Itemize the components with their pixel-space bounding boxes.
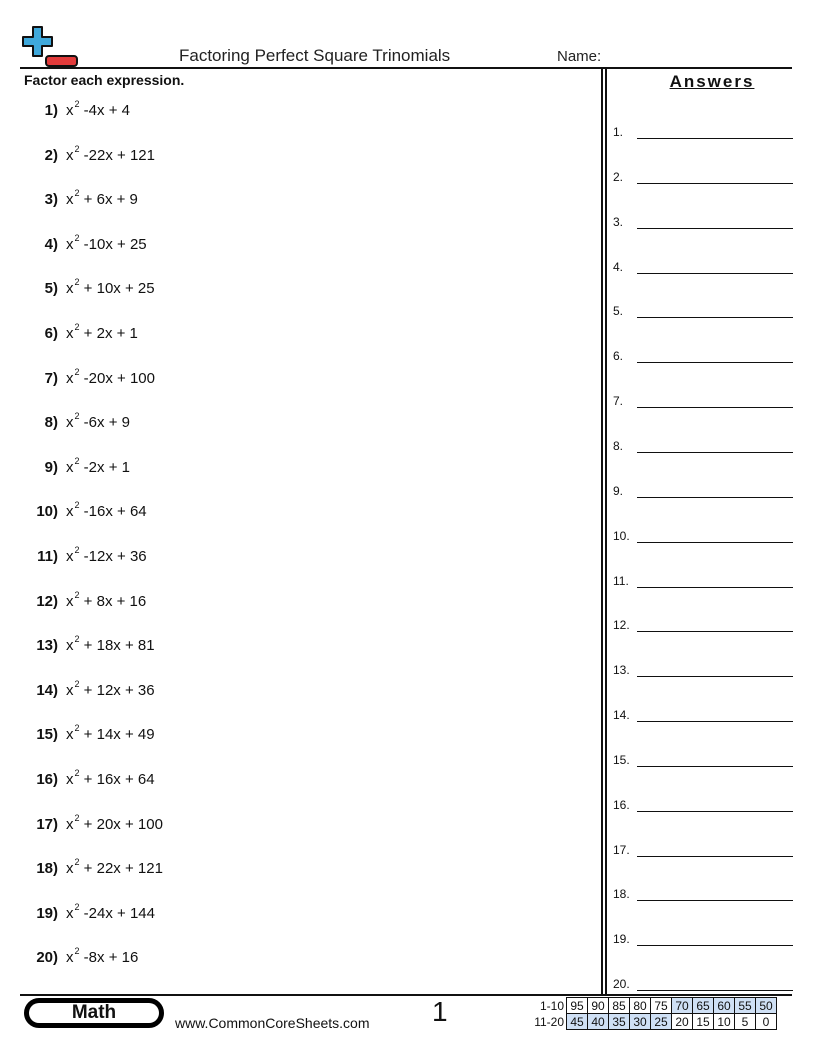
- problem-variable: x: [66, 102, 74, 119]
- problem-item: [24, 455, 130, 480]
- score-cell: 85: [609, 998, 630, 1014]
- answer-row: [613, 704, 793, 722]
- problem-variable: x: [66, 904, 74, 922]
- answer-row: [613, 211, 793, 229]
- problem-number: 20): [36, 949, 58, 967]
- problem-number: 8): [44, 414, 58, 432]
- problem-item: [24, 770, 155, 792]
- problem-expression: -6x + 9: [79, 414, 130, 432]
- problem-item: [24, 413, 130, 435]
- score-row: [528, 998, 777, 1014]
- problem-expression: + 10x + 25: [79, 280, 155, 298]
- answer-label: 8.: [613, 438, 624, 453]
- score-cell: 20: [672, 1014, 693, 1030]
- answer-row: [613, 614, 793, 632]
- problem-item: [24, 324, 138, 346]
- problem-expression: + 14x + 49: [79, 726, 155, 744]
- problem-exponent: 2: [74, 366, 80, 377]
- problem-variable: x: [66, 771, 74, 788]
- score-cell: 35: [609, 1014, 630, 1030]
- problem-number: 11): [37, 548, 58, 565]
- answer-row: [613, 480, 793, 498]
- problem-variable: x: [66, 815, 74, 833]
- answer-label: 20.: [613, 977, 630, 992]
- problem-number: 17): [36, 815, 58, 833]
- name-label: Name:: [557, 48, 602, 65]
- problem-item: [24, 589, 147, 614]
- answer-label: 5.: [613, 304, 624, 319]
- score-cell: 15: [693, 1014, 714, 1030]
- answer-blank[interactable]: [637, 766, 793, 767]
- score-cell: 10: [714, 1014, 735, 1030]
- answer-label: 11.: [613, 573, 629, 588]
- problem-variable: x: [66, 637, 74, 655]
- problem-expression: -12x + 36: [79, 548, 147, 565]
- answer-blank[interactable]: [637, 542, 793, 543]
- problem-variable: x: [66, 414, 74, 432]
- column-divider-left: [601, 68, 603, 995]
- answer-blank[interactable]: [637, 990, 793, 991]
- problem-number: 1): [44, 102, 58, 119]
- answer-label: 16.: [613, 797, 630, 812]
- problem-number: 7): [44, 369, 58, 387]
- plus-minus-logo-icon: [22, 24, 80, 70]
- answer-row: [613, 749, 793, 767]
- score-cell: 60: [714, 998, 735, 1014]
- answer-row: [613, 794, 793, 812]
- score-cell: 95: [567, 998, 588, 1014]
- problem-exponent: 2: [74, 946, 80, 957]
- problem-expression: -24x + 144: [79, 904, 155, 922]
- answer-label: 2.: [613, 169, 624, 184]
- answer-row: [613, 928, 793, 946]
- problem-variable: x: [66, 191, 74, 209]
- score-cell: 80: [630, 998, 651, 1014]
- problem-exponent: 2: [74, 188, 80, 199]
- footer-divider: [20, 994, 792, 996]
- subject-label: Math: [29, 1003, 159, 1023]
- problem-expression: + 6x + 9: [79, 191, 138, 209]
- problem-expression: -2x + 1: [79, 458, 130, 476]
- problem-number: 13): [36, 637, 58, 655]
- answer-label: 10.: [613, 528, 630, 543]
- answer-row: [613, 256, 793, 274]
- problem-expression: -4x + 4: [79, 102, 130, 119]
- answer-blank[interactable]: [637, 900, 793, 901]
- problem-expression: -10x + 25: [79, 235, 147, 253]
- answers-heading: Answers: [669, 72, 755, 91]
- problem-number: 16): [36, 771, 58, 788]
- answer-blank[interactable]: [637, 317, 793, 318]
- answer-blank[interactable]: [637, 856, 793, 857]
- answer-label: 15.: [613, 752, 630, 767]
- answer-blank[interactable]: [637, 587, 793, 588]
- problem-exponent: 2: [74, 589, 80, 600]
- score-row-label: 1-10: [539, 998, 564, 1013]
- score-cell: 90: [588, 998, 609, 1014]
- score-cell: 0: [756, 1014, 777, 1030]
- problem-exponent: 2: [74, 857, 80, 868]
- problem-number: 6): [44, 325, 58, 342]
- answer-label: 14.: [613, 708, 630, 723]
- problem-expression: + 20x + 100: [79, 815, 163, 833]
- answer-label: 18.: [613, 887, 630, 902]
- instructions: Factor each expression.: [24, 72, 185, 88]
- score-cell: 75: [651, 998, 672, 1014]
- problem-exponent: 2: [74, 232, 80, 243]
- page-title: Factoring Perfect Square Trinomials: [179, 46, 451, 65]
- problem-exponent: 2: [74, 901, 80, 912]
- problem-item: [24, 143, 155, 168]
- problem-exponent: 2: [74, 678, 80, 689]
- problem-number: 12): [36, 592, 58, 610]
- answer-blank[interactable]: [637, 452, 793, 453]
- answer-label: 17.: [613, 842, 630, 857]
- problem-item: [24, 859, 163, 881]
- problem-item: [24, 101, 130, 123]
- answer-row: [613, 435, 793, 453]
- problem-number: 10): [36, 503, 58, 521]
- problem-item: [24, 502, 147, 524]
- header-divider: [20, 67, 792, 69]
- problem-variable: x: [66, 369, 74, 387]
- problem-variable: x: [66, 592, 74, 610]
- score-row: [528, 1014, 777, 1030]
- problem-item: [24, 678, 155, 703]
- answer-row: [613, 121, 793, 139]
- score-table: [528, 997, 777, 1030]
- answer-label: 1.: [613, 125, 624, 139]
- answer-label: 7.: [613, 394, 624, 409]
- column-divider-right: [605, 68, 607, 995]
- problem-variable: x: [66, 726, 74, 744]
- problem-number: 14): [36, 681, 58, 699]
- problem-exponent: 2: [74, 545, 80, 555]
- score-cell: 40: [588, 1014, 609, 1030]
- problem-number: 2): [44, 146, 58, 164]
- page-number: 1: [432, 996, 448, 1027]
- problem-exponent: 2: [74, 812, 80, 823]
- problem-variable: x: [66, 325, 74, 342]
- problem-item: [24, 812, 163, 837]
- problem-expression: + 8x + 16: [79, 592, 147, 610]
- problem-exponent: 2: [74, 322, 80, 332]
- answer-row: [613, 973, 793, 991]
- problem-item: [24, 636, 155, 658]
- problem-variable: x: [66, 681, 74, 699]
- problem-expression: + 18x + 81: [79, 637, 155, 655]
- problem-item: [24, 232, 147, 257]
- answer-row: [613, 525, 793, 543]
- problem-expression: -22x + 121: [79, 146, 155, 164]
- problem-item: [24, 725, 155, 747]
- problem-variable: x: [66, 860, 74, 878]
- answer-row: [613, 300, 793, 318]
- score-cell: 70: [672, 998, 693, 1014]
- problem-variable: x: [66, 458, 74, 476]
- problem-expression: + 12x + 36: [79, 681, 155, 699]
- answer-row: [613, 166, 793, 184]
- problem-variable: x: [66, 280, 74, 298]
- answer-label: 9.: [613, 483, 624, 498]
- answer-blank[interactable]: [637, 273, 793, 274]
- problem-number: 5): [44, 280, 58, 298]
- problem-number: 4): [44, 235, 58, 253]
- problem-exponent: 2: [74, 723, 80, 734]
- problem-exponent: 2: [74, 455, 80, 466]
- answer-blank[interactable]: [637, 183, 793, 184]
- problem-variable: x: [66, 146, 74, 164]
- problem-variable: x: [66, 548, 74, 565]
- problem-expression: -8x + 16: [79, 949, 139, 967]
- score-row-label: 11-20: [534, 1014, 564, 1029]
- answer-row: [613, 883, 793, 901]
- answer-blank[interactable]: [637, 497, 793, 498]
- answer-label: 4.: [613, 259, 624, 274]
- answer-blank[interactable]: [637, 811, 793, 812]
- answer-label: 19.: [613, 932, 630, 947]
- score-cell: 5: [735, 1014, 756, 1030]
- problem-item: [24, 901, 155, 926]
- score-cell: 30: [630, 1014, 651, 1030]
- problem-number: 15): [36, 726, 58, 744]
- answer-label: 12.: [613, 618, 630, 633]
- score-cell: 45: [567, 1014, 588, 1030]
- problem-exponent: 2: [74, 411, 80, 422]
- problem-item: [24, 190, 138, 212]
- score-cell: 25: [651, 1014, 672, 1030]
- problem-variable: x: [66, 503, 74, 521]
- problem-exponent: 2: [74, 277, 80, 288]
- problem-number: 9): [44, 458, 58, 476]
- problem-expression: + 22x + 121: [79, 860, 163, 878]
- score-cell: 65: [693, 998, 714, 1014]
- problem-item: [24, 366, 155, 391]
- problem-expression: + 2x + 1: [79, 325, 138, 342]
- answer-row: [613, 345, 793, 363]
- score-cell: 50: [756, 998, 777, 1014]
- answer-label: 6.: [613, 349, 624, 364]
- problem-expression: -20x + 100: [79, 369, 155, 387]
- answer-blank[interactable]: [637, 945, 793, 946]
- problem-item: [24, 948, 138, 970]
- problem-exponent: 2: [74, 634, 80, 645]
- answer-blank[interactable]: [637, 721, 793, 722]
- problem-item: [24, 547, 147, 569]
- problem-expression: + 16x + 64: [79, 771, 155, 788]
- answer-blank[interactable]: [637, 362, 793, 363]
- answer-blank[interactable]: [637, 631, 793, 632]
- problem-variable: x: [66, 949, 74, 967]
- answer-label: 13.: [613, 663, 630, 678]
- subject-badge: [24, 998, 164, 1028]
- answer-blank[interactable]: [637, 676, 793, 677]
- problem-variable: x: [66, 235, 74, 253]
- answer-row: [613, 570, 793, 588]
- problem-exponent: 2: [74, 500, 80, 511]
- answer-row: [613, 839, 793, 857]
- problem-expression: -16x + 64: [79, 503, 147, 521]
- problem-number: 19): [36, 904, 58, 922]
- problem-number: 18): [36, 860, 58, 878]
- problem-exponent: 2: [74, 768, 80, 778]
- problem-exponent: 2: [74, 99, 80, 109]
- problem-item: [24, 279, 155, 301]
- website-text: www.CommonCoreSheets.com: [175, 1015, 370, 1031]
- problem-exponent: 2: [74, 143, 80, 154]
- score-cell: 55: [735, 998, 756, 1014]
- answer-blank[interactable]: [637, 138, 793, 139]
- problem-number: 3): [44, 191, 58, 209]
- answer-row: [613, 390, 793, 408]
- answer-blank[interactable]: [637, 407, 793, 408]
- answer-label: 3.: [613, 214, 624, 229]
- answer-blank[interactable]: [637, 228, 793, 229]
- answer-row: [613, 659, 793, 677]
